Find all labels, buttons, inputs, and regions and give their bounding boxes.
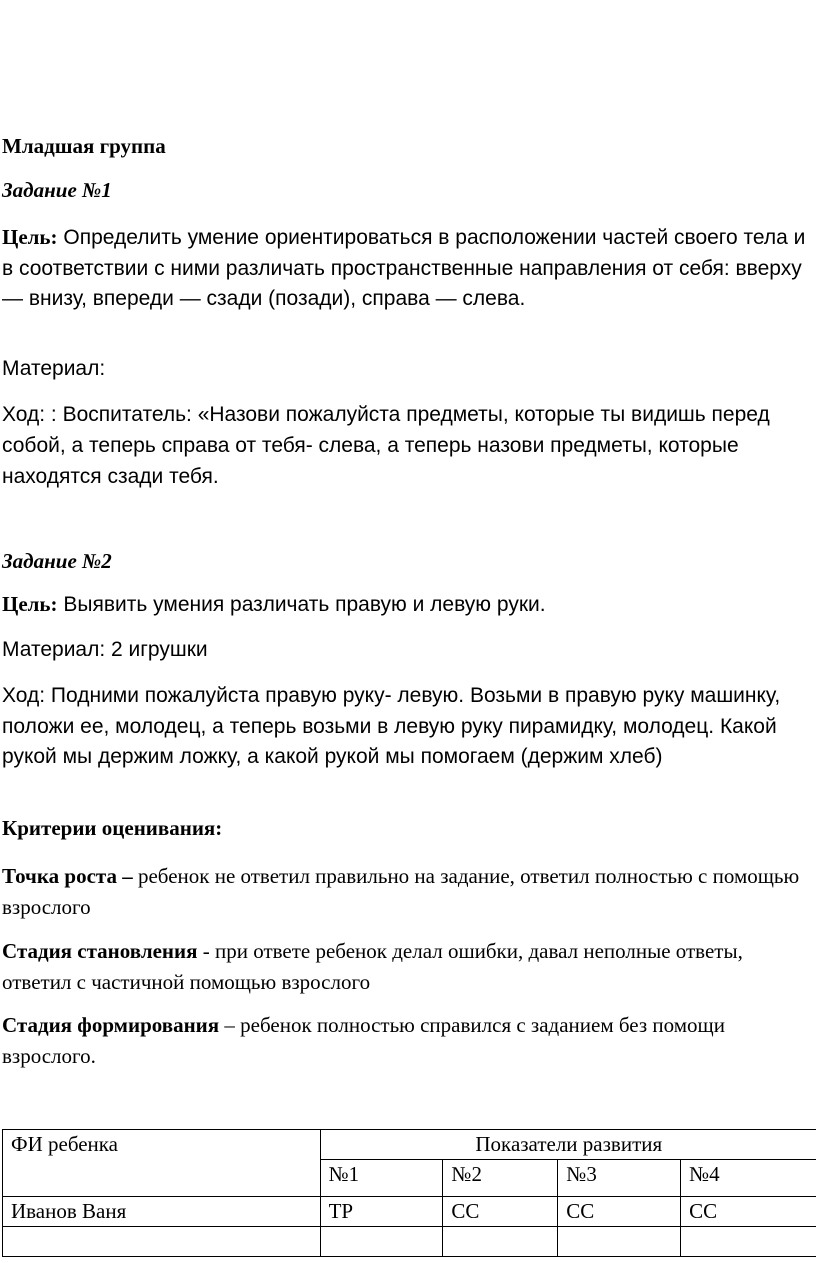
task-1-goal (2, 222, 810, 315)
task-2-goal-label: Цель: (2, 592, 58, 616)
header-task-3: №3 (558, 1160, 681, 1197)
header-task-1: №1 (320, 1160, 443, 1197)
value-cell: СС (681, 1197, 816, 1227)
header-indicators: Показатели развития (320, 1130, 816, 1160)
group-heading: Младшая группа (2, 134, 166, 158)
criterion-label: Точка роста – (2, 864, 133, 888)
child-name-cell: Иванов Ваня (3, 1197, 321, 1227)
table-row (3, 1197, 816, 1227)
criterion-text: - при ответе ребенок делал ошибки, давал неполные ответы, ответил с частичной помощью взрослого (2, 939, 743, 994)
task-1-procedure: Ход: : Воспитатель: «Назови пожалуйста предметы, которые ты видишь перед собой, а теперь справа от тебя- слева, а теперь назови предметы, которые находятся сзади тебя. (2, 403, 770, 488)
task-1-goal-label: Цель: (2, 225, 58, 249)
task-1-title: Задание №1 (2, 178, 112, 202)
table-header-row (3, 1130, 816, 1160)
criterion-label: Стадия формирования (2, 1013, 220, 1037)
results-table (2, 1129, 816, 1257)
criterion-growth-point (2, 861, 810, 923)
task-1-goal-text: Определить умение ориентироваться в расположении частей своего тела и в соответствии с ними различать пространственные направления от себя: вверху — внизу, впереди — сзади (позади), справа — слева. (2, 226, 806, 310)
task-2-goal-text: Выявить умения различать правую и левую руки. (57, 593, 546, 616)
criterion-formation-stage (2, 936, 810, 998)
header-task-4: №4 (681, 1160, 816, 1197)
value-cell (320, 1227, 443, 1257)
criterion-shaping-stage (2, 1010, 810, 1072)
task-2-title: Задание №2 (2, 549, 112, 573)
child-name-cell (3, 1227, 321, 1257)
value-cell (681, 1227, 816, 1257)
value-cell: СС (558, 1197, 681, 1227)
criteria-title: Критерии оценивания: (2, 816, 223, 840)
task-2-procedure: Ход: Подними пожалуйста правую руку- левую. Возьми в правую руку машинку, положи ее, молодец, а теперь возьми в левую руку пирамидку, молодец. Какой рукой мы держим ложку, а какой рукой мы помогаем (держим хлеб) (2, 684, 781, 768)
task-1-material: Материал: (2, 357, 106, 380)
header-child-name: ФИ ребенка (3, 1130, 321, 1197)
value-cell (558, 1227, 681, 1257)
header-task-2: №2 (443, 1160, 558, 1197)
criterion-label: Стадия становления (2, 939, 198, 963)
value-cell: ТР (320, 1197, 443, 1227)
value-cell: СС (443, 1197, 558, 1227)
value-cell (443, 1227, 558, 1257)
criterion-text: – ребенок полностью справился с заданием без помощи взрослого. (2, 1013, 725, 1068)
table-row (3, 1227, 816, 1257)
task-2-material: Материал: 2 игрушки (2, 638, 208, 661)
criterion-text: ребенок не ответил правильно на задание, ответил полностью с помощью взрослого (2, 864, 800, 919)
task-2-goal (2, 592, 810, 617)
